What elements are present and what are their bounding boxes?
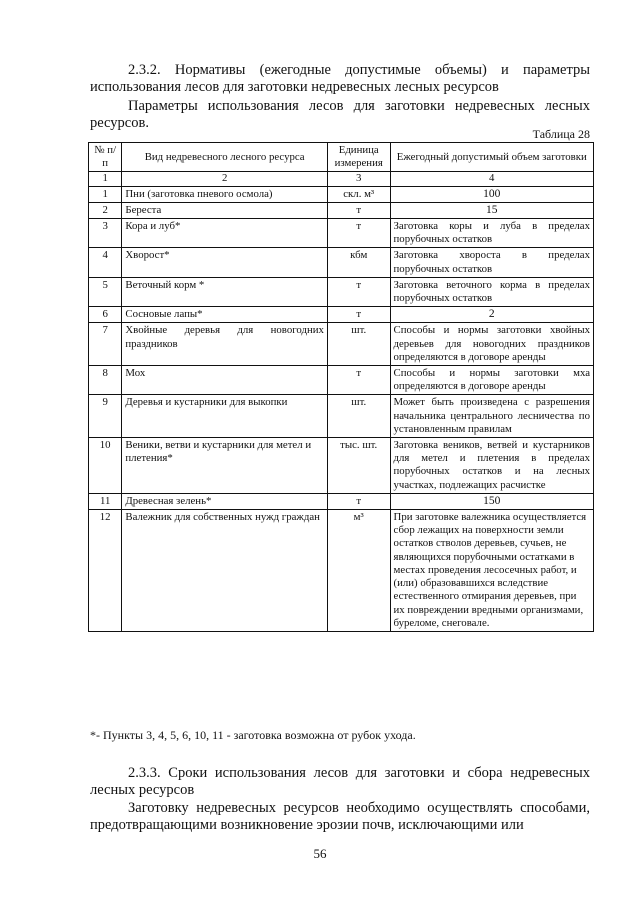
table-row [89,510,594,632]
index-cell: 3 [327,172,390,186]
table-row [89,307,594,323]
row-num: 9 [89,395,122,438]
body-paragraph: Заготовку недревесных ресурсов необходимо осуществлять способами, предотвращающими возникновение эрозии почв, исключающими или [90,800,590,833]
table-caption: Таблица 28 [532,127,590,141]
row-num: 5 [89,277,122,306]
table-subtitle: Параметры использования лесов для заготовки недревесных лесных ресурсов. [90,98,590,131]
column-index-row [89,172,594,186]
row-num: 3 [89,219,122,248]
row-unit: т [327,493,390,509]
section-heading-2-3-2 [90,62,590,96]
row-volume: Заготовка веников, ветвей и кустарников для метел и плетения в пределах порубочных остатков и на лесных участках, подлежащих расчистке [390,438,593,494]
section-heading-2-3-3 [90,765,590,799]
row-num: 4 [89,248,122,277]
row-kind: Пни (заготовка пневого осмола) [122,186,328,202]
row-volume: 2 [390,307,593,323]
row-num: 10 [89,438,122,494]
index-cell: 1 [89,172,122,186]
table-row [89,366,594,395]
section-title: Нормативы (ежегодные допустимые объемы) и параметры использования лесов для заготовки недревесных лесных ресурсов [90,62,590,95]
row-unit: тыс. шт. [327,438,390,494]
row-unit: т [327,202,390,218]
row-unit: т [327,277,390,306]
section-title: Сроки использования лесов для заготовки и сбора недревесных лесных ресурсов [90,765,591,798]
row-volume: 150 [390,493,593,509]
section-number: 2.3.2. [128,62,161,78]
row-unit: т [327,307,390,323]
row-unit: т [327,366,390,395]
table-row [89,493,594,509]
row-num: 2 [89,202,122,218]
row-volume: Может быть произведена с разрешения начальника центрального лесничества по установленным правилам [390,395,593,438]
row-kind: Хворост* [122,248,328,277]
row-volume: Заготовка хвороста в пределах порубочных остатков [390,248,593,277]
header-kind: Вид недревесного лесного ресурса [122,143,328,172]
row-num: 12 [89,510,122,632]
row-num: 8 [89,366,122,395]
parameters-table [88,142,594,632]
table-row [89,438,594,494]
row-unit: шт. [327,323,390,366]
row-volume: 15 [390,202,593,218]
row-num: 7 [89,323,122,366]
row-unit: т [327,219,390,248]
row-num: 11 [89,493,122,509]
index-cell: 2 [122,172,328,186]
header-volume: Ежегодный допустимый объем заготовки [390,143,593,172]
row-kind: Береста [122,202,328,218]
page-number: 56 [313,846,327,861]
table-header-row [89,143,594,172]
row-kind: Веточный корм * [122,277,328,306]
row-unit: скл. м³ [327,186,390,202]
row-num: 1 [89,186,122,202]
table-row [89,202,594,218]
row-kind: Валежник для собственных нужд граждан [122,510,328,632]
row-unit: м³ [327,510,390,632]
row-kind: Мох [122,366,328,395]
row-volume: При заготовке валежника осуществляется сбор лежащих на поверхности земли остатков стволов деревьев, сучьев, не являющихся порубочными остатками в местах проведения лесосечных работ, и (или) образовавшихся вследствие естественного отмирания деревьев, при их повреждении вредными организмами, буреломе, снеговале. [390,510,593,632]
row-kind: Веники, ветви и кустарники для метел и плетения* [122,438,328,494]
table-row [89,323,594,366]
row-volume: Способы и нормы заготовки мха определяются в договоре аренды [390,366,593,395]
table-row [89,219,594,248]
row-volume: Заготовка веточного корма в пределах порубочных остатков [390,277,593,306]
row-kind: Древесная зелень* [122,493,328,509]
table-footnote: *- Пункты 3, 4, 5, 6, 10, 11 - заготовка возможна от рубок ухода. [90,728,416,742]
header-num: № п/п [89,143,122,172]
row-volume: Заготовка коры и луба в пределах порубочных остатков [390,219,593,248]
table-row [89,277,594,306]
row-num: 6 [89,307,122,323]
table-row [89,395,594,438]
header-unit: Единица измерения [327,143,390,172]
row-unit: кбм [327,248,390,277]
row-unit: шт. [327,395,390,438]
row-volume: Способы и нормы заготовки хвойных деревьев для новогодних праздников определяются в договоре аренды [390,323,593,366]
row-kind: Хвойные деревья для новогодних праздников [122,323,328,366]
table-row [89,248,594,277]
row-volume: 100 [390,186,593,202]
index-cell: 4 [390,172,593,186]
table-row [89,186,594,202]
row-kind: Сосновые лапы* [122,307,328,323]
row-kind: Деревья и кустарники для выкопки [122,395,328,438]
row-kind: Кора и луб* [122,219,328,248]
section-number: 2.3.3. [128,765,161,781]
